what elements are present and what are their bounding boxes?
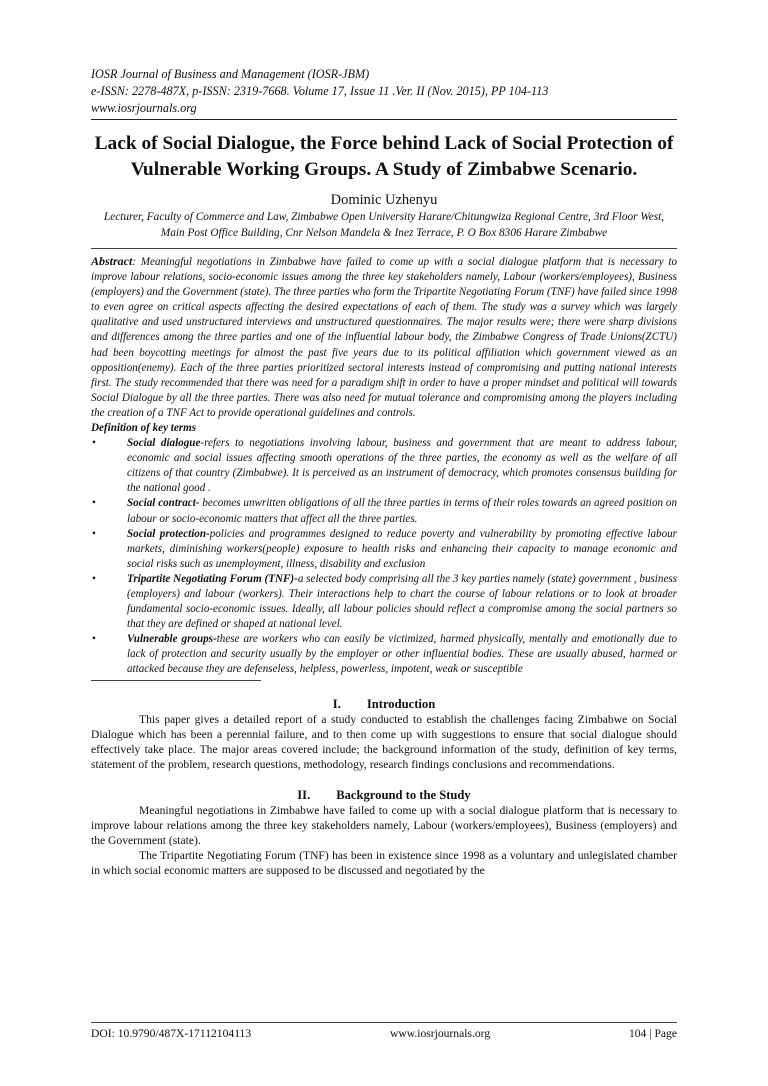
section-heading-background [91,787,677,803]
definition-item [91,436,677,496]
definition-term: Vulnerable groups- [127,633,217,646]
paper-page [91,66,677,878]
definition-text: becomes unwritten obligations of all the three parties in terms of their roles towards an agreed position on labour or socio-economic matters that affect all the three parties. [127,497,677,525]
bullet-icon: • [92,497,96,510]
definition-item [91,527,677,572]
author-affiliation: Lecturer, Faculty of Commerce and Law, Zimbabwe Open University Harare/Chitungwiza Regional Centre, 3rd Floor West, Main Post Office Building, Cnr Nelson Mandela & Inez Terrace, P. O Box 8306 Harare Zimbabwe [103,211,665,239]
body-paragraph: This paper gives a detailed report of a study conducted to establish the challenges facing Zimbabwe on Social Dialogue which has been a perennial failure, and to then come up with suggestions to ensure that social dialogue should effectively take place. The major areas covered include; the background information of the study, definition of key terms, statement of the problem, research questions, methodology, research findings conclusions and recommendations. [91,712,677,771]
journal-url[interactable]: www.iosrjournals.org [91,101,197,115]
journal-header [91,66,677,117]
abstract-divider [91,248,677,249]
author-name: Dominic Uzhenyu [330,192,438,208]
section-number: II. [297,787,311,802]
definitions-heading: Definition of key terms [91,422,197,435]
footer-page-number: 104 | Page [628,1027,677,1040]
bullet-icon: • [92,572,96,585]
definition-term: Social dialogue [127,437,201,450]
definition-text: -refers to negotiations involving labour, business and government that are meant to address labour, economic and social issues affecting smooth operations of the three parties, the economy as well as the welfare of all citizens of that country (Zimbabwe). It is perceived as an instrument of democracy, which promotes consensus building for the national good . [127,437,677,495]
definition-text: these are workers who can easily be victimized, harmed physically, mentally and emotionally due to lack of protection and security usually by the employer or other influential bodies. These are usually abused, harmed or attacked because they are defenseless, helpless, powerless, impotent, weak or susceptible [127,633,677,676]
section-number: I. [332,696,341,711]
definition-item [91,496,677,526]
abstract-text: : Meaningful negotiations in Zimbabwe have failed to come up with a social dialogue platform that is necessary to improve labour relations, socio-economic issues among the three key stakeholders namely, Labour (workers/employees), Business (employers) and the Government (state). The three parties who form the Tripartite Negotiating Forum (TNF) have failed since 1998 to even agree on critical aspects affecting the desired expectations of each of them. The study was a survey which was largely qualitative and used unstructured interviews and unstructured questionnaires. The major results were; there were sharp divisions and differences among the three parties and one of the influential labour body, the Zimbabwe Congress of Trade Unions(ZCTU) had been boycotting meetings for almost the past five years due to its political affiliation which government viewed as an opposition(enemy). Each of the three parties prioritized sectoral interests instead of compromising and putting national interests first. The study recommended that there was need for a paradigm shift in order to have a proper mindset and political will towards Social Dialogue by all the three parties. There was also need for mutual tolerance and compromising among the players including the creation of a TNF Act to provide operational guidelines and controls. [91,256,677,419]
abstract-label: Abstract [91,254,133,268]
abstract-end-rule [91,680,261,681]
definition-text: policies and programmes designed to reduce poverty and vulnerability by promoting effective labour markets, diminishing workers(people) exposure to health risks and enhancing their capacity to manage economic and social risks such as unemployment, illness, disability and exclusion [127,527,677,570]
paper-title: Lack of Social Dialogue, the Force behind Lack of Social Protection of Vulnerable Working Groups. A Study of Zimbabwe Scenario. [94,133,674,180]
definition-item [91,632,677,677]
definition-term: Social contract- [127,497,200,510]
page-footer [91,1022,677,1040]
section-title: Introduction [366,696,436,711]
bullet-icon: • [92,527,96,540]
footer-doi: DOI: 10.9790/487X-17112104113 [91,1027,252,1040]
abstract [91,254,677,421]
footer-url[interactable]: www.iosrjournals.org [389,1027,491,1040]
section-title: Background to the Study [336,787,471,802]
definition-term: Tripartite Negotiating Forum (TNF)- [127,572,298,585]
definitions-list [91,436,677,678]
body-paragraph: Meaningful negotiations in Zimbabwe have failed to come up with a social dialogue platform that is necessary to improve labour relations among the three key stakeholders namely, Labour (workers/employees), Business (employers) and the Government (state). [91,803,677,848]
section-heading-introduction [91,696,677,712]
bullet-icon: • [92,633,96,646]
bullet-icon: • [92,437,96,450]
header-divider [91,119,677,120]
journal-name: IOSR Journal of Business and Management (IOSR-JBM) [91,67,370,81]
definition-item [91,572,677,632]
body-paragraph: The Tripartite Negotiating Forum (TNF) has been in existence since 1998 as a voluntary and unlegislated chamber in which social economic matters are supposed to be discussed and negotiated by the [91,849,677,878]
definition-term: Social protection- [127,527,210,540]
definition-text: a selected body comprising all the 3 key parties namely (state) government , business (employers) and labour (workers). Their interactions help to chart the course of labour relations or to look at broader fundamental socio-economic issues. Ideally, all labour policies should reflect a compromise among the social partners so that they are defined or shaped at national level. [127,572,677,631]
journal-issn: e-ISSN: 2278-487X, p-ISSN: 2319-7668. Volume 17, Issue 11 .Ver. II (Nov. 2015), PP 104-113 [91,84,549,98]
